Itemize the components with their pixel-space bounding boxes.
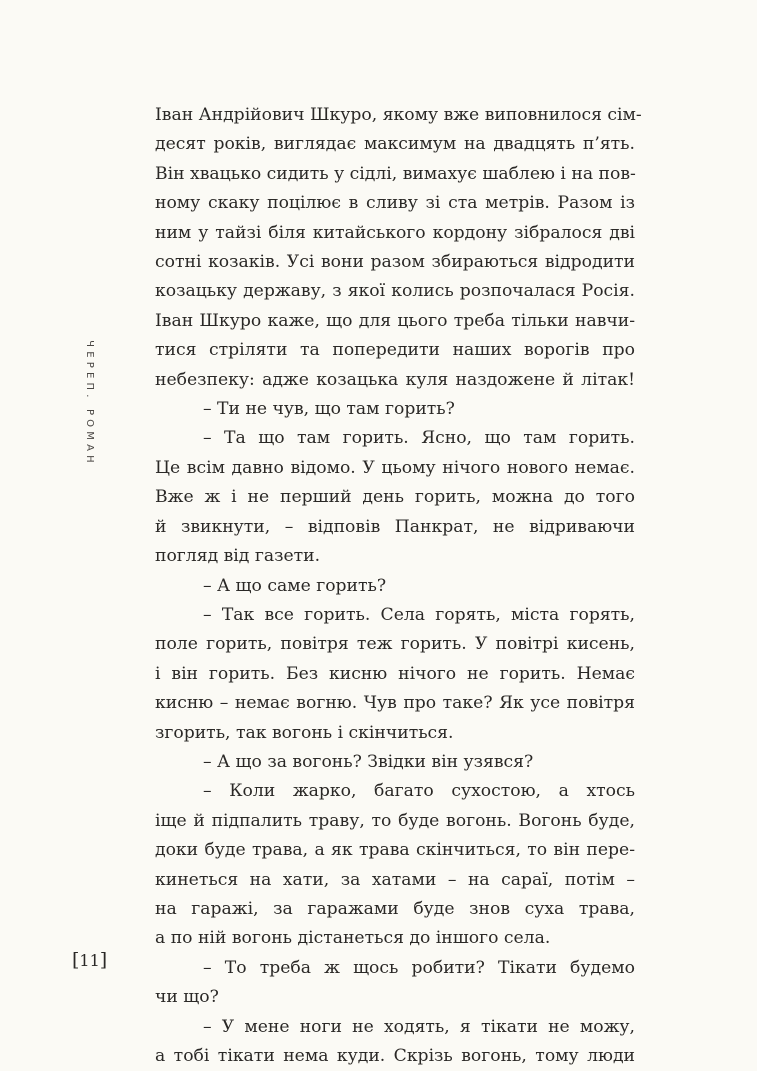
text-line: а по ній вогонь дістанеться до іншого села. bbox=[155, 928, 551, 949]
text-line: – Ти не чув, що там горить? bbox=[203, 399, 455, 420]
text-line: а тобі тікати нема куди. Скрізь вогонь, тому люди bbox=[155, 1046, 635, 1066]
text-line: Вже ж і не перший день горить, можна до того bbox=[155, 487, 635, 508]
text-line: Іван Андрійович Шкуро, якому вже виповнилося сім- bbox=[155, 105, 642, 125]
page-number-value: 11 bbox=[79, 951, 100, 970]
page-number-bracket-right: ] bbox=[99, 949, 108, 971]
text-line: – У мене ноги не ходять, я тікати не можу, bbox=[203, 1016, 635, 1037]
text-line: іще й підпалить траву, то буде вогонь. Вогонь буде, bbox=[155, 810, 635, 831]
text-line: поле горить, повітря теж горить. У повітрі кисень, bbox=[155, 634, 635, 655]
text-line: – Так все горить. Села горять, міста горять, bbox=[203, 604, 635, 625]
text-line: чи що? bbox=[155, 987, 219, 1008]
text-line: сотні козаків. Усі вони разом збираються відродити bbox=[155, 252, 635, 273]
text-line: – То треба ж щось робити? Тікати будемо bbox=[203, 957, 635, 978]
text-line: десят років, виглядає максимум на двадцять п’ять. bbox=[155, 134, 635, 155]
text-line: Це всім давно відомо. У цьому нічого нового немає. bbox=[155, 457, 635, 478]
text-line: погляд від газети. bbox=[155, 546, 321, 567]
text-line: і він горить. Без кисню нічого не горить. Немає bbox=[155, 663, 635, 684]
running-head bbox=[74, 308, 104, 498]
text-line: доки буде трава, а як трава скінчиться, то він пере- bbox=[155, 840, 635, 861]
text-line: ним у тайзі біля китайського кордону зібралося дві bbox=[155, 222, 635, 243]
text-line: згорить, так вогонь і скінчиться. bbox=[155, 722, 454, 743]
text-line: на гаражі, за гаражами буде знов суха трава, bbox=[155, 898, 635, 919]
text-line: – Коли жарко, багато сухостою, а хтось bbox=[203, 781, 635, 802]
body-text bbox=[155, 101, 642, 1071]
page-number bbox=[72, 949, 107, 971]
text-line: й звикнути, – відповів Панкрат, не відриваючи bbox=[155, 516, 635, 537]
running-head-text: ЧЕРЕП. РОМАН bbox=[83, 339, 95, 467]
page-number-bracket-left: [ bbox=[72, 949, 80, 971]
text-line: – А що саме горить? bbox=[203, 575, 387, 596]
text-line: Він хвацько сидить у сідлі, вимахує шаблею і на пов- bbox=[155, 163, 636, 184]
text-line: кисню – немає вогню. Чув про таке? Як усе повітря bbox=[155, 693, 635, 714]
text-line: ному скаку поцілює в сливу зі ста метрів. Разом із bbox=[155, 193, 635, 214]
text-line: Іван Шкуро каже, що для цього треба тільки навчи- bbox=[155, 310, 635, 331]
text-line: козацьку державу, з якої колись розпочалася Росія. bbox=[155, 281, 635, 302]
text-line: тися стріляти та попередити наших ворогів про bbox=[155, 340, 635, 361]
text-line: небезпеку: адже козацька куля наздожене й літак! bbox=[155, 369, 635, 390]
text-line: кинеться на хати, за хатами – на сараї, потім – bbox=[155, 869, 635, 890]
text-line: – Та що там горить. Ясно, що там горить. bbox=[203, 428, 635, 449]
text-line: – А що за вогонь? Звідки він узявся? bbox=[203, 751, 534, 772]
